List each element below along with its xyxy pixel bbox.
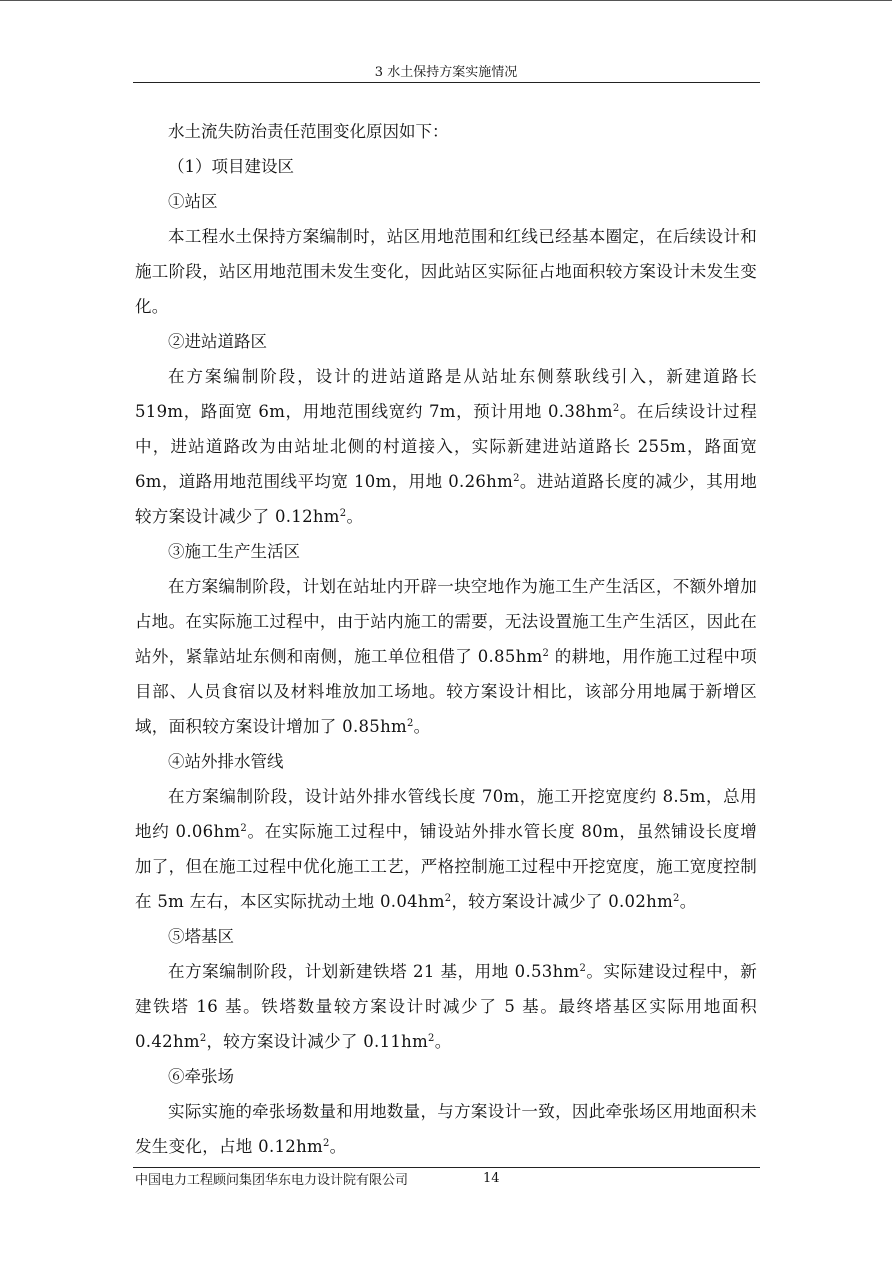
footer-divider: [133, 1167, 760, 1168]
subheading-construction-camp: ③施工生产生活区: [168, 542, 300, 561]
paragraph-stringing-site: 实际实施的牵张场数量和用地数量，与方案设计一致，因此牵张场区用地面积未发生变化，占地 $0.12hm^2$。: [135, 1102, 757, 1156]
paragraph-access-road: 在方案编制阶段，设计的进站道路是从站址东侧蔡耿线引入，新建道路长519m，路面宽 6m，用地范围线宽约 7m，预计用地 $0.38hm^2$。在后续设计过程中，进站道路改为由站址北侧的村道接入，实际新建进站道路长 255m，路面宽 6m，道路用地范围线平均宽 10m，用地 $0.26hm^2$。进站道路长度的减少，其用地较方案设计减少了 $0.12hm^2$。: [135, 367, 758, 526]
page-number: 14: [483, 1171, 500, 1186]
intro-line: 水土流失防治责任范围变化原因如下：: [168, 122, 449, 141]
footer-company: 中国电力工程顾问集团华东电力设计院有限公司: [135, 1173, 409, 1188]
paragraph-tower-foundation: 在方案编制阶段，计划新建铁塔 21 基，用地 $0.53hm^2$。实际建设过程中，新建铁塔 16 基。铁塔数量较方案设计时减少了 5 基。最终塔基区实际用地面积 $0.42hm^2$，较方案设计减少了 $0.11hm^2$。: [135, 962, 757, 1051]
paragraph-construction-camp: 在方案编制阶段，计划在站址内开辟一块空地作为施工生产生活区，不额外增加占地。在实际施工过程中，由于站内施工的需要，无法设置施工生产生活区，因此在站外，紧靠站址东侧和南侧，施工单位租借了 $0.85hm^2$ 的耕地，用作施工过程中项目部、人员食宿以及材料堆放加工场地。较方案设计相比，该部分用地属于新增区域，面积较方案设计增加了 $0.85hm^2$。: [135, 577, 757, 736]
subheading-tower-foundation: ⑤塔基区: [168, 927, 234, 946]
subheading-station-area: ①站区: [168, 192, 218, 211]
paragraph-station-area: 本工程水土保持方案编制时，站区用地范围和红线已经基本圈定，在后续设计和施工阶段，站区用地范围未发生变化，因此站区实际征占地面积较方案设计未发生变化。: [135, 227, 757, 316]
body-text: [135, 114, 757, 1164]
top-border: [0, 0, 892, 1]
header-divider: [133, 82, 760, 83]
section-heading-project-area: （1）项目建设区: [168, 157, 294, 176]
subheading-drainage-pipeline: ④站外排水管线: [168, 752, 284, 771]
subheading-stringing-site: ⑥牵张场: [168, 1067, 234, 1086]
running-header: 3 水土保持方案实施情况: [374, 65, 518, 80]
subheading-access-road: ②进站道路区: [168, 332, 267, 351]
paragraph-drainage-pipeline: 在方案编制阶段，设计站外排水管线长度 70m，施工开挖宽度约 8.5m，总用地约 $0.06hm^2$。在实际施工过程中，铺设站外排水管长度 80m，虽然铺设长度增加了，但在施工过程中优化施工工艺，严格控制施工过程中开挖宽度，施工宽度控制在 5m 左右，本区实际扰动土地 $0.04hm^2$，较方案设计减少了 $0.02hm^2$。: [135, 787, 757, 911]
